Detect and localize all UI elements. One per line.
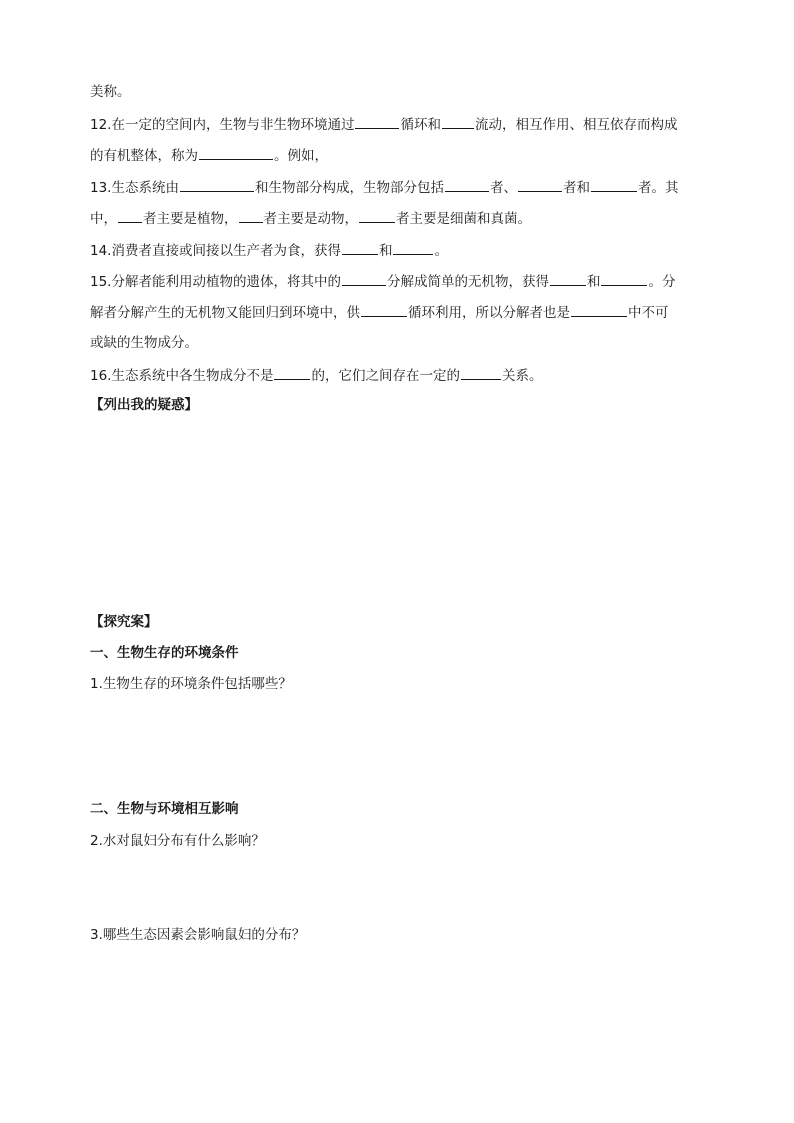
line-text: 者、 — [489, 180, 517, 196]
fill-blank[interactable] — [199, 145, 273, 160]
item-12-line-2 — [90, 145, 720, 165]
fill-blank[interactable] — [118, 208, 142, 223]
doubts-heading — [90, 395, 720, 415]
question-text: 3.哪些生态因素会影响鼠妇的分布？ — [90, 927, 306, 943]
item-12-line-1 — [90, 114, 720, 134]
fill-blank[interactable] — [461, 365, 501, 380]
line-text: 或缺的生物成分。 — [90, 335, 198, 351]
line-text: 。分 — [648, 274, 676, 290]
line-text: 解者分解产生的无机物又能回归到环境中，供 — [90, 305, 360, 321]
line-text: 者和 — [562, 180, 590, 196]
item-15-line-1 — [90, 271, 720, 291]
line-text: 和 — [378, 243, 393, 259]
line-text: 循环和 — [400, 117, 441, 133]
question-2 — [90, 831, 720, 851]
item-13-line-2 — [90, 208, 720, 228]
line-text: 者主要是植物， — [143, 211, 238, 227]
line-text: 中不可 — [628, 305, 669, 321]
fill-blank[interactable] — [442, 114, 474, 129]
line-text: 分解成简单的无机物，获得 — [386, 274, 549, 290]
line-text: 美称。 — [90, 84, 131, 100]
fill-blank[interactable] — [393, 240, 433, 255]
heading-text: 二、生物与环境相互影响 — [90, 801, 239, 817]
line-text: 者。其 — [637, 180, 679, 196]
line-text: 中， — [90, 211, 117, 227]
fill-blank[interactable] — [342, 240, 378, 255]
heading-text: 一、生物生存的环境条件 — [90, 645, 239, 661]
item-16-line — [90, 365, 720, 385]
line-text: 流动，相互作用、相互依存而构成 — [474, 117, 678, 133]
line-text: 和 — [586, 274, 601, 290]
question-text: 2.水对鼠妇分布有什么影响？ — [90, 833, 265, 849]
text-line-continuation — [90, 82, 720, 102]
fill-blank[interactable] — [239, 208, 263, 223]
line-text: 13.生态系统由 — [90, 180, 179, 196]
line-text: 15.分解者能利用动植物的遗体，将其中的 — [90, 274, 341, 290]
line-text: 12.在一定的空间内，生物与非生物环境通过 — [90, 117, 355, 133]
item-14-line — [90, 240, 720, 260]
line-text: 16.生态系统中各生物成分不是 — [90, 368, 274, 384]
item-15-line-3 — [90, 333, 720, 353]
section-2-heading — [90, 799, 720, 819]
question-text: 1.生物生存的环境条件包括哪些？ — [90, 676, 292, 692]
fill-blank[interactable] — [180, 177, 254, 192]
question-1 — [90, 674, 720, 694]
line-text: 者主要是动物， — [263, 211, 358, 227]
fill-blank[interactable] — [359, 208, 395, 223]
line-text: 关系。 — [501, 368, 543, 384]
line-text: 。 — [434, 243, 448, 259]
line-text: 和生物部分构成，生物部分包括 — [254, 180, 444, 196]
fill-blank[interactable] — [518, 177, 562, 192]
explore-heading — [90, 612, 720, 632]
fill-blank[interactable] — [571, 302, 627, 317]
fill-blank[interactable] — [550, 271, 586, 286]
question-3 — [90, 925, 720, 945]
line-text: 者主要是细菌和真菌。 — [396, 211, 531, 227]
section-1-heading — [90, 643, 720, 663]
fill-blank[interactable] — [355, 114, 399, 129]
heading-text: 【列出我的疑惑】 — [90, 397, 198, 413]
fill-blank[interactable] — [361, 302, 407, 317]
line-text: 的有机整体，称为 — [90, 148, 198, 164]
fill-blank[interactable] — [601, 271, 647, 286]
item-15-line-2 — [90, 302, 720, 322]
fill-blank[interactable] — [445, 177, 489, 192]
line-text: 14.消费者直接或间接以生产者为食，获得 — [90, 243, 341, 259]
item-13-line-1 — [90, 177, 720, 197]
fill-blank[interactable] — [274, 365, 310, 380]
fill-blank[interactable] — [342, 271, 386, 286]
fill-blank[interactable] — [591, 177, 637, 192]
heading-text: 【探究案】 — [90, 614, 158, 630]
line-text: 。例如， — [274, 148, 328, 164]
line-text: 的，它们之间存在一定的 — [311, 368, 460, 384]
line-text: 循环利用，所以分解者也是 — [408, 305, 570, 321]
